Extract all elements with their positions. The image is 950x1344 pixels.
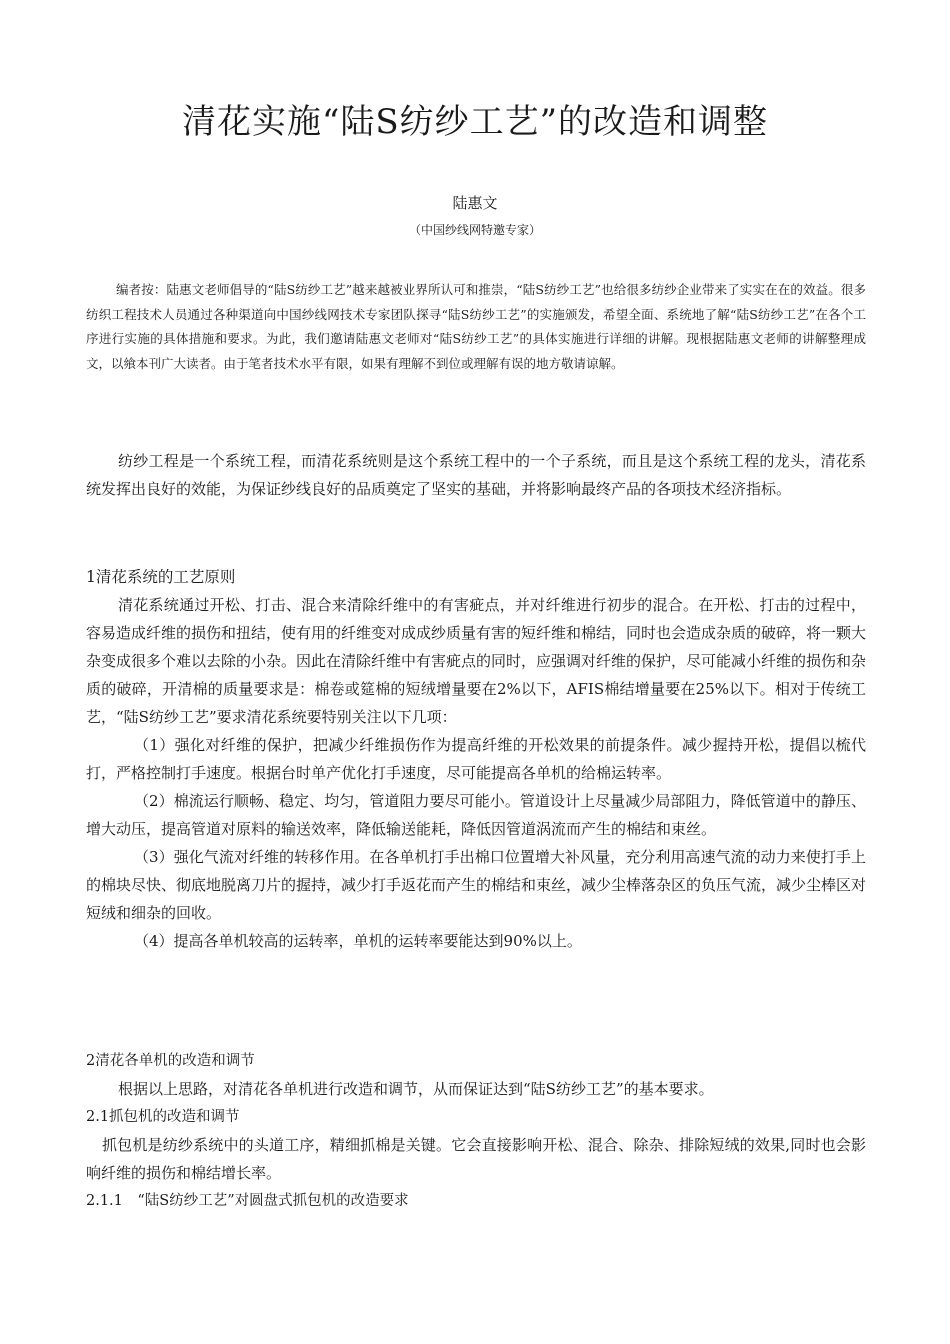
- section-1: [86, 563, 866, 955]
- subsection-2-1-1-heading: 2.1.1 “陆S纺纱工艺”对圆盘式抓包机的改造要求: [86, 1193, 409, 1209]
- list-item: （1）强化对纤维的保护，把减少纤维损伤作为提高纤维的开松效果的前提条件。减少握持开松，提倡以梳代打，严格控制打手速度。根据台时单产优化打手速度，尽可能提高各单机的给棉运转率。: [86, 736, 866, 782]
- section-2: [86, 1047, 866, 1215]
- list-item: （4）提高各单机较高的运转率，单机的运转率要能达到90%以上。: [134, 932, 582, 950]
- page-title: 清花实施“陆S纺纱工艺”的改造和调整: [181, 102, 769, 142]
- subsection-2-1-heading: 2.1抓包机的改造和调节: [86, 1109, 240, 1125]
- intro-paragraph: 纺纱工程是一个系统工程，而清花系统则是这个系统工程中的一个子系统，而且是这个系统工程的龙头，清花系统发挥出良好的效能，为保证纱线良好的品质奠定了坚实的基础，并将影响最终产品的各项技术经济指标。: [86, 452, 866, 498]
- section-1-heading: 1清花系统的工艺原则: [86, 568, 236, 586]
- list-item: （3）强化气流对纤维的转移作用。在各单机打手出棉口位置增大补风量，充分利用高速气流的动力来使打手上的棉块尽快、彻底地脱离刀片的握持，减少打手返花而产生的棉结和束丝，减少尘棒落杂区的负压气流，减少尘棒区对短绒和细杂的回收。: [86, 848, 867, 922]
- list-item: （2）棉流运行顺畅、稳定、均匀，管道阻力要尽可能小。管道设计上尽量减少局部阻力，降低管道中的静压、增大动压，提高管道对原料的输送效率，降低输送能耗，降低因管道涡流而产生的棉结和束丝。: [86, 792, 866, 838]
- editor-note: 编者按：陆惠文老师倡导的“陆S纺纱工艺”越来越被业界所认可和推崇，“陆S纺纱工艺”也给很多纺纱企业带来了实实在在的效益。很多纺织工程技术人员通过各种渠道向中国纱线网技术专家团队探寻“陆S纺纱工艺”的实施颁发，希望全面、系统地了解“陆S纺纱工艺”在各个工序进行实施的具体措施和要求。为此，我们邀请陆惠文老师对“陆S纺纱工艺”的具体实施进行详细的讲解。现根据陆惠文老师的讲解整理成文，以飨本刊广大读者。由于笔者技术水平有限，如果有理解不到位或理解有误的地方敬请谅解。: [86, 282, 866, 371]
- section-2-paragraph: 根据以上思路，对清花各单机进行改造和调节，从而保证达到“陆S纺纱工艺”的基本要求。: [118, 1080, 714, 1098]
- author-affiliation: （中国纱线网特邀专家）: [408, 223, 541, 237]
- subsection-2-1-paragraph: 抓包机是纺纱系统中的头道工序，精细抓棉是关键。它会直接影响开松、混合、除杂、排除短绒的效果,同时也会影响纤维的损伤和棉结增长率。: [86, 1136, 866, 1182]
- section-2-heading: 2清花各单机的改造和调节: [86, 1053, 255, 1069]
- section-1-paragraph: 清花系统通过开松、打击、混合来清除纤维中的有害疵点，并对纤维进行初步的混合。在开松、打击的过程中，容易造成纤维的损伤和扭结，使有用的纤维变对成成纱质量有害的短纤维和棉结，同时也会造成杂质的破碎，将一颗大杂变成很多个难以去除的小杂。因此在清除纤维中有害疵点的同时，应强调对纤维的保护，尽可能减小纤维的损伤和杂质的破碎，开清棉的质量要求是：棉卷或筵棉的短绒增量要在2%以下，AFIS棉结增量要在25%以下。相对于传统工艺，“陆S纺纱工艺”要求清花系统要特别关注以下几项：: [86, 596, 867, 726]
- author-name: 陆惠文: [452, 194, 498, 212]
